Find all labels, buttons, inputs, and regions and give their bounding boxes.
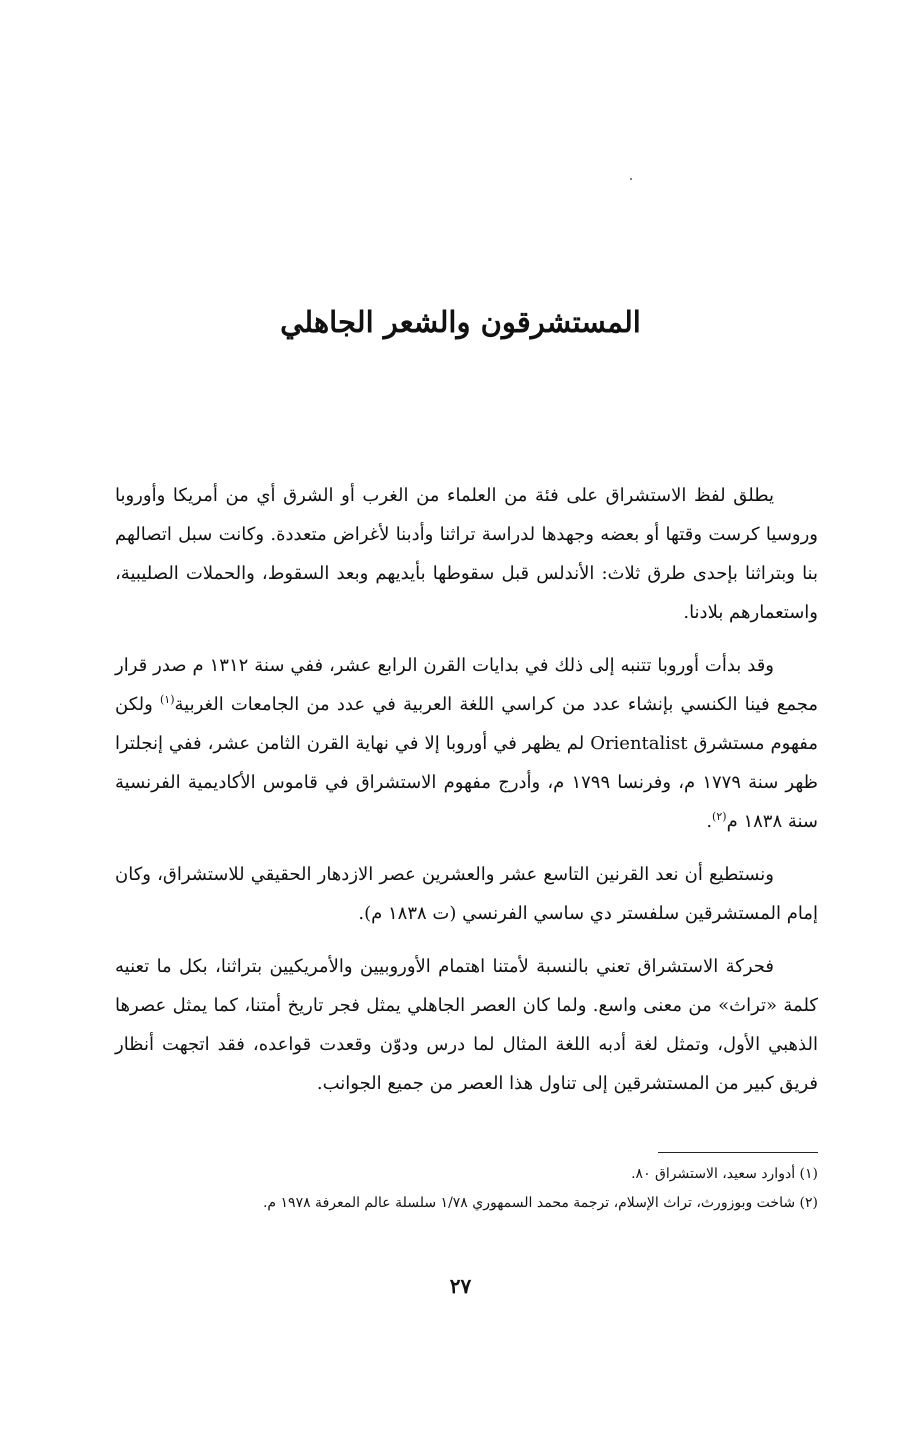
page-number: ٢٧ (449, 1274, 472, 1298)
paragraph-1-text: يطلق لفظ الاستشراق على فئة من العلماء من الغرب أو الشرق أي من أمريكا وأوروبا وروسيا كرست وقتها أو بعضه وجهدها لدراسة تراثنا وأدبنا لأغراض متعددة. وكانت سبل اتصالهم بنا وبتراثنا بإحدى طرق ثلاث: الأندلس قبل سقوطها بأيديهم وبعد السقوط، والحملات الصليبية، واستعمارهم بلادنا. (115, 485, 818, 623)
scan-speck (630, 178, 632, 180)
footnote-ref-1: (١) (159, 693, 175, 706)
paragraph-4 (115, 947, 818, 1103)
footnotes (115, 1160, 818, 1218)
footnote-2: (٢) شاخت وبوزورث، تراث الإسلام، ترجمة محمد السمهوري ١/٧٨ سلسلة عالم المعرفة ١٩٧٨ م. (262, 1195, 818, 1211)
body-text (115, 476, 818, 1117)
footnote-ref-2: (٢) (712, 810, 727, 823)
paragraph-2-part-1: وقد بدأت أوروبا تتنبه إلى ذلك في بدايات القرن الرابع عشر، ففي سنة ١٣١٢ م صدر قرار مجمع فينا الكنسي بإنشاء عدد من كراسي اللغة العربية في عدد من الجامعات الغربية (115, 655, 818, 715)
paragraph-1 (115, 476, 818, 632)
paragraph-2-part-2: ولكن مفهوم مستشرق Orientalist لم يظهر في أوروبا إلا في نهاية القرن الثامن عشر، ففي إنجلترا ظهر سنة ١٧٧٩ م، وفرنسا ١٧٩٩ م، وأدرج مفهوم الاستشراق في قاموس الأكاديمية الفرنسية سنة ١٨٣٨ م (115, 694, 818, 832)
paragraph-2 (115, 646, 818, 841)
paragraph-3-text: ونستطيع أن نعد القرنين التاسع عشر والعشرين عصر الازدهار الحقيقي للاستشراق، وكان إمام المستشرقين سلفستر دي ساسي الفرنسي (ت ١٨٣٨ م). (115, 864, 818, 924)
footnote-divider (658, 1152, 818, 1153)
paragraph-3 (115, 855, 818, 933)
chapter-title: المستشرقون والشعر الجاهلي (280, 305, 641, 339)
paragraph-2-part-3: . (706, 811, 713, 832)
footnote-1: (١) أدوارد سعيد، الاستشراق ٨٠. (631, 1166, 818, 1182)
paragraph-4-text: فحركة الاستشراق تعني بالنسبة لأمتنا اهتمام الأوروبيين والأمريكيين بتراثنا، بكل ما تعنيه كلمة «تراث» من معنى واسع. ولما كان العصر الجاهلي يمثل فجر تاريخ أمتنا، كما يمثل عصرها الذهبي الأول، وتمثل لغة أدبه اللغة المثال لما درس ودوّن وقعدت قواعده، فقد اتجهت أنظار فريق كبير من المستشرقين إلى تناول هذا العصر من جميع الجوانب. (115, 956, 818, 1094)
